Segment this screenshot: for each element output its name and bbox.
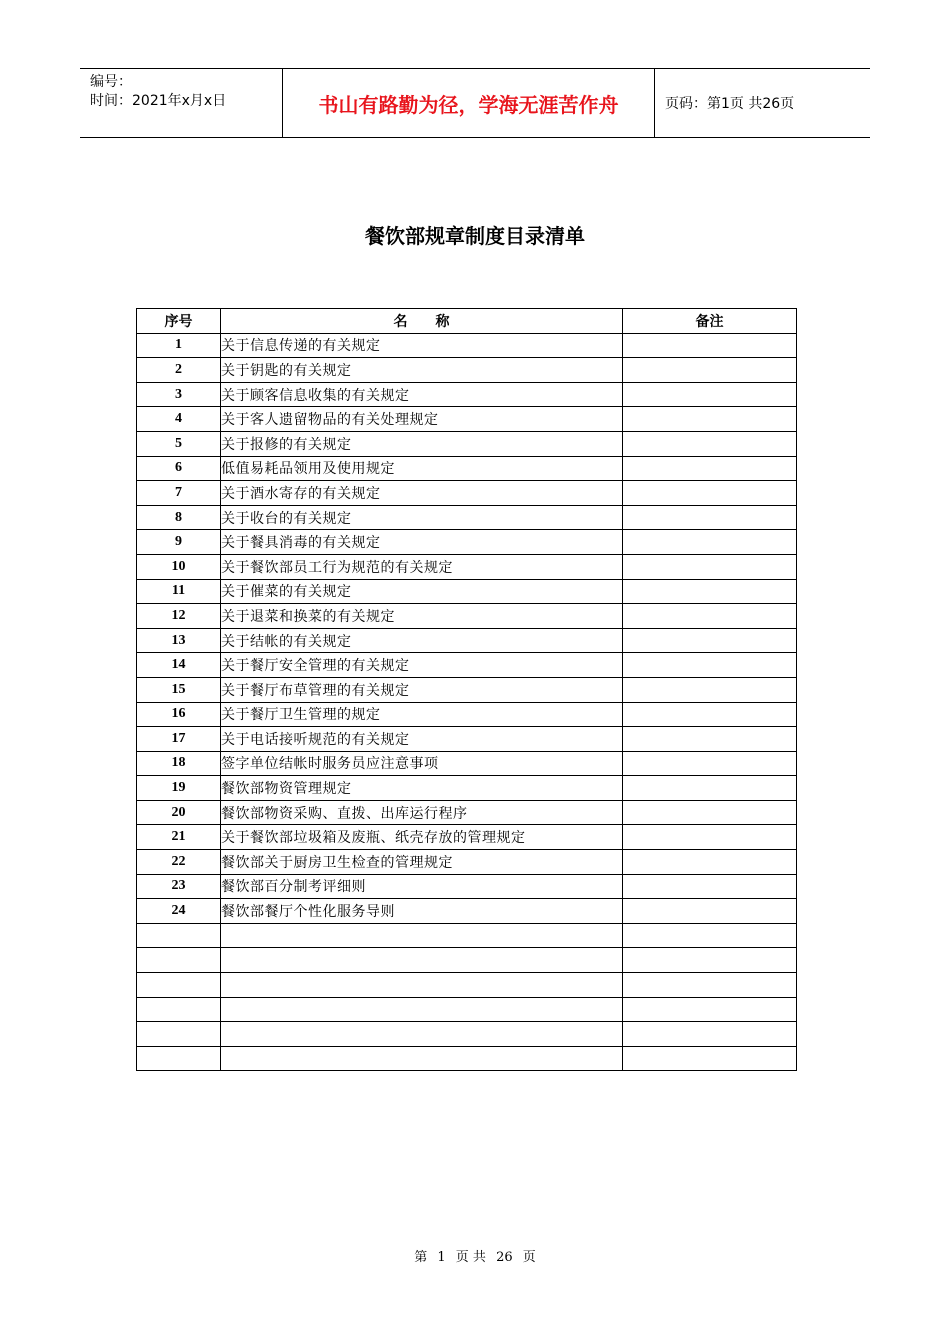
row-name: 低值易耗品领用及使用规定 bbox=[221, 456, 623, 481]
row-note bbox=[623, 604, 797, 629]
row-number bbox=[137, 923, 221, 948]
table-row bbox=[137, 505, 797, 530]
table-row bbox=[137, 776, 797, 801]
page-footer bbox=[0, 1246, 950, 1265]
table-row bbox=[137, 554, 797, 579]
table-row bbox=[137, 850, 797, 875]
row-name: 关于餐厅卫生管理的规定 bbox=[221, 702, 623, 727]
row-name: 关于餐饮部垃圾箱及废瓶、纸壳存放的管理规定 bbox=[221, 825, 623, 850]
row-name bbox=[221, 948, 623, 973]
col-header-name: 名 称 bbox=[221, 309, 623, 334]
row-number: 7 bbox=[137, 481, 221, 506]
row-name: 关于餐饮部员工行为规范的有关规定 bbox=[221, 554, 623, 579]
row-note bbox=[623, 481, 797, 506]
table-row bbox=[137, 899, 797, 924]
row-number: 16 bbox=[137, 702, 221, 727]
row-note bbox=[623, 997, 797, 1022]
row-note bbox=[623, 1046, 797, 1071]
row-note bbox=[623, 899, 797, 924]
row-number: 11 bbox=[137, 579, 221, 604]
row-name: 餐饮部物资采购、直拨、出库运行程序 bbox=[221, 800, 623, 825]
col-header-number: 序号 bbox=[137, 309, 221, 334]
row-number bbox=[137, 1046, 221, 1071]
table-row bbox=[137, 948, 797, 973]
row-number: 1 bbox=[137, 333, 221, 358]
row-name: 关于客人遗留物品的有关处理规定 bbox=[221, 407, 623, 432]
row-note bbox=[623, 800, 797, 825]
table-row bbox=[137, 382, 797, 407]
table-row bbox=[137, 1046, 797, 1071]
table-row bbox=[137, 628, 797, 653]
table-row bbox=[137, 1022, 797, 1047]
table-row bbox=[137, 702, 797, 727]
row-name: 餐饮部物资管理规定 bbox=[221, 776, 623, 801]
footer-mid: 页 共 bbox=[455, 1250, 486, 1265]
row-name bbox=[221, 1022, 623, 1047]
row-number: 5 bbox=[137, 431, 221, 456]
row-number: 19 bbox=[137, 776, 221, 801]
header-page-code: 页码：第1页 共26页 bbox=[665, 96, 795, 112]
row-number: 6 bbox=[137, 456, 221, 481]
row-note bbox=[623, 628, 797, 653]
table-header-row bbox=[137, 309, 797, 334]
row-note bbox=[623, 948, 797, 973]
row-number: 4 bbox=[137, 407, 221, 432]
row-number bbox=[137, 1022, 221, 1047]
row-note bbox=[623, 776, 797, 801]
row-note bbox=[623, 825, 797, 850]
row-note bbox=[623, 702, 797, 727]
row-note bbox=[623, 579, 797, 604]
row-name: 关于餐厅布草管理的有关规定 bbox=[221, 677, 623, 702]
row-name: 关于催菜的有关规定 bbox=[221, 579, 623, 604]
row-name: 关于酒水寄存的有关规定 bbox=[221, 481, 623, 506]
table-row bbox=[137, 653, 797, 678]
row-note bbox=[623, 677, 797, 702]
table-row bbox=[137, 579, 797, 604]
row-name: 关于餐具消毒的有关规定 bbox=[221, 530, 623, 555]
serial-label: 编号： bbox=[90, 74, 132, 90]
row-number bbox=[137, 948, 221, 973]
row-name bbox=[221, 997, 623, 1022]
row-note bbox=[623, 850, 797, 875]
header-motto: 书山有路勤为径，学海无涯苦作舟 bbox=[282, 69, 655, 137]
row-name: 关于电话接听规范的有关规定 bbox=[221, 727, 623, 752]
footer-suffix: 页 bbox=[522, 1250, 536, 1265]
row-number: 10 bbox=[137, 554, 221, 579]
table-row bbox=[137, 481, 797, 506]
row-name: 关于钥匙的有关规定 bbox=[221, 358, 623, 383]
table-row bbox=[137, 923, 797, 948]
row-name: 关于信息传递的有关规定 bbox=[221, 333, 623, 358]
col-header-note: 备注 bbox=[623, 309, 797, 334]
row-number bbox=[137, 997, 221, 1022]
row-number: 3 bbox=[137, 382, 221, 407]
row-name: 关于餐厅安全管理的有关规定 bbox=[221, 653, 623, 678]
row-note bbox=[623, 923, 797, 948]
row-note bbox=[623, 333, 797, 358]
table-row bbox=[137, 973, 797, 998]
row-note bbox=[623, 653, 797, 678]
row-number: 2 bbox=[137, 358, 221, 383]
time-label: 时间：2021年x月x日 bbox=[90, 93, 227, 109]
row-name: 关于顾客信息收集的有关规定 bbox=[221, 382, 623, 407]
header-meta bbox=[80, 69, 282, 137]
row-number bbox=[137, 973, 221, 998]
table-row bbox=[137, 333, 797, 358]
row-note bbox=[623, 505, 797, 530]
row-name: 关于结帐的有关规定 bbox=[221, 628, 623, 653]
row-number: 14 bbox=[137, 653, 221, 678]
row-name: 餐饮部百分制考评细则 bbox=[221, 874, 623, 899]
row-number: 23 bbox=[137, 874, 221, 899]
table-row bbox=[137, 727, 797, 752]
table-row bbox=[137, 677, 797, 702]
row-name bbox=[221, 1046, 623, 1071]
row-name: 关于报修的有关规定 bbox=[221, 431, 623, 456]
footer-total-pages: 26 bbox=[496, 1250, 513, 1265]
table-row bbox=[137, 800, 797, 825]
row-note bbox=[623, 530, 797, 555]
row-note bbox=[623, 456, 797, 481]
footer-page-number: 1 bbox=[437, 1250, 446, 1265]
toc-table bbox=[136, 308, 797, 1071]
row-name: 签字单位结帐时服务员应注意事项 bbox=[221, 751, 623, 776]
row-note bbox=[623, 382, 797, 407]
table-row bbox=[137, 431, 797, 456]
row-note bbox=[623, 407, 797, 432]
table-row bbox=[137, 407, 797, 432]
row-name bbox=[221, 973, 623, 998]
row-note bbox=[623, 751, 797, 776]
row-number: 22 bbox=[137, 850, 221, 875]
row-number: 21 bbox=[137, 825, 221, 850]
table-row bbox=[137, 530, 797, 555]
row-name: 关于收台的有关规定 bbox=[221, 505, 623, 530]
row-number: 15 bbox=[137, 677, 221, 702]
row-note bbox=[623, 1022, 797, 1047]
row-note bbox=[623, 874, 797, 899]
document-title: 餐饮部规章制度目录清单 bbox=[365, 224, 585, 248]
table-row bbox=[137, 874, 797, 899]
row-note bbox=[623, 358, 797, 383]
row-number: 20 bbox=[137, 800, 221, 825]
table-body bbox=[137, 333, 797, 1071]
row-name: 关于退菜和换菜的有关规定 bbox=[221, 604, 623, 629]
row-number: 12 bbox=[137, 604, 221, 629]
row-number: 9 bbox=[137, 530, 221, 555]
row-number: 24 bbox=[137, 899, 221, 924]
row-name bbox=[221, 923, 623, 948]
row-number: 17 bbox=[137, 727, 221, 752]
page-header bbox=[80, 68, 870, 138]
footer-prefix: 第 bbox=[414, 1250, 428, 1265]
row-number: 18 bbox=[137, 751, 221, 776]
row-number: 13 bbox=[137, 628, 221, 653]
table-row bbox=[137, 997, 797, 1022]
table-row bbox=[137, 604, 797, 629]
table-row bbox=[137, 456, 797, 481]
row-name: 餐饮部餐厅个性化服务导则 bbox=[221, 899, 623, 924]
row-number: 8 bbox=[137, 505, 221, 530]
row-name: 餐饮部关于厨房卫生检查的管理规定 bbox=[221, 850, 623, 875]
table-row bbox=[137, 358, 797, 383]
table-row bbox=[137, 825, 797, 850]
table-row bbox=[137, 751, 797, 776]
row-note bbox=[623, 973, 797, 998]
row-note bbox=[623, 554, 797, 579]
row-note bbox=[623, 727, 797, 752]
row-note bbox=[623, 431, 797, 456]
